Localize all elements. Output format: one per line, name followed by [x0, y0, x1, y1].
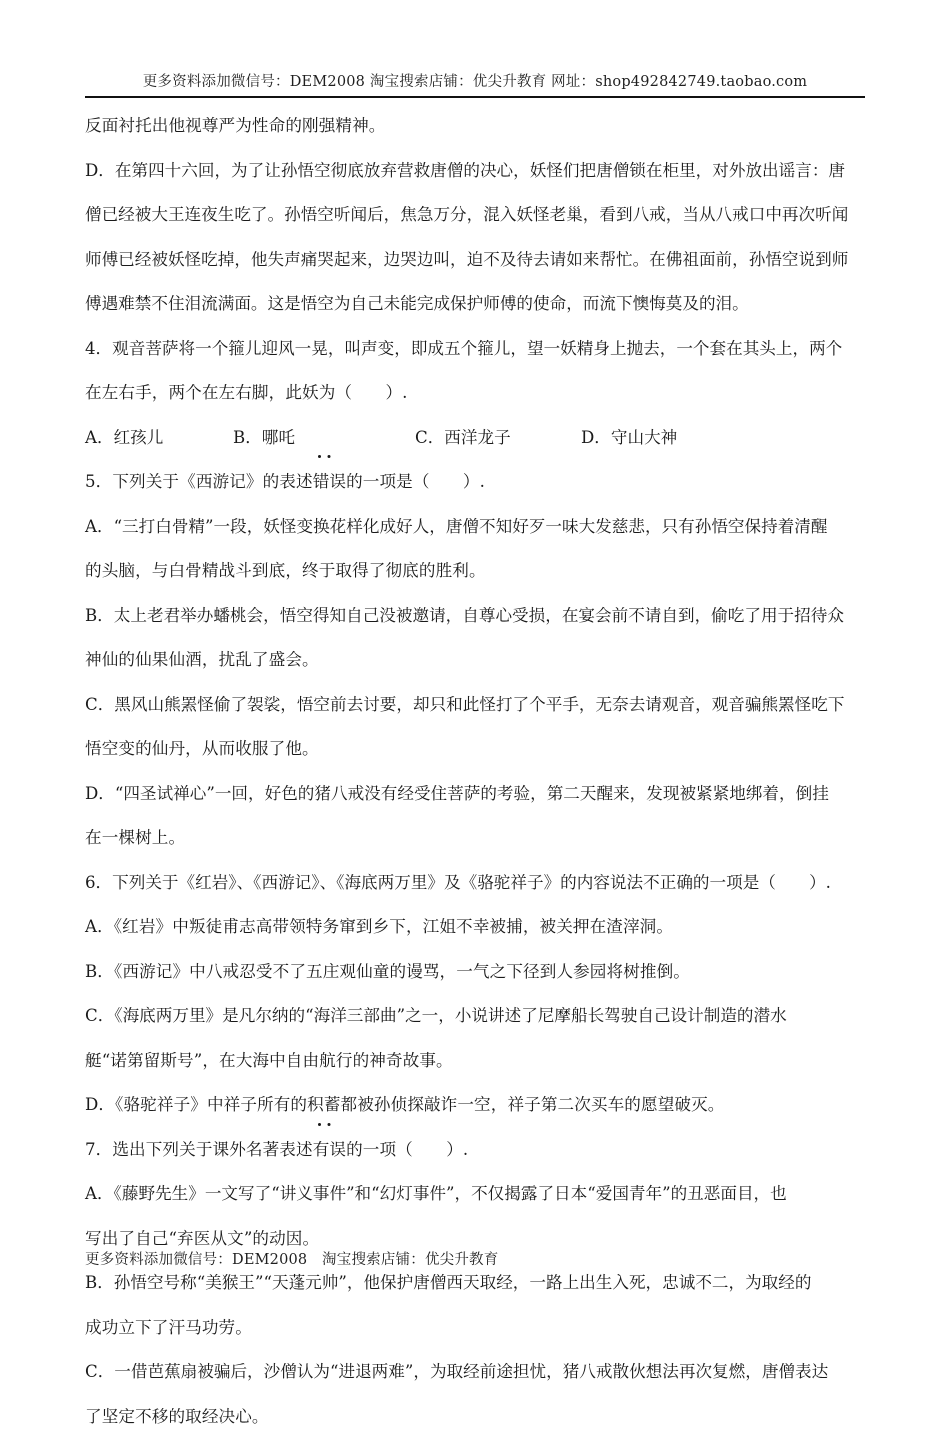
option-a-q4[interactable]: A．红孩儿 — [85, 416, 163, 461]
question-7-stem-suffix: 的一项（ ）. — [346, 1140, 468, 1159]
header-divider — [85, 96, 865, 98]
option-c-q5-cont: 悟空变的仙丹，从而收服了他。 — [85, 727, 875, 772]
option-a-q5-cont: 的头脑，与白骨精战斗到底，终于取得了彻底的胜利。 — [85, 549, 875, 594]
option-b-q7[interactable]: B．孙悟空号称“美猴王”“天蓬元帅”，他保护唐僧西天取经，一路上出生入死，忠诚不二，为取经的 — [85, 1261, 875, 1306]
body-line: 傅遇难禁不住泪流满面。这是悟空为自己未能完成保护师傅的使命，而流下懊悔莫及的泪。 — [85, 282, 875, 327]
question-7-stem-prefix: 7．选出下列关于课外名著表述 — [85, 1140, 313, 1159]
option-c-q4[interactable]: C．西洋龙子 — [415, 416, 511, 461]
question-4-options — [85, 416, 875, 461]
option-c-q7[interactable]: C．一借芭蕉扇被骗后，沙僧认为“进退两难”，为取经前途担忧，猪八戒散伙想法再次复燃，唐僧表达 — [85, 1350, 875, 1395]
question-5-stem-suffix: 的一项是（ ）. — [346, 472, 485, 491]
option-a-q7-cont: 写出了自己“弃医从文”的动因。 — [85, 1217, 875, 1262]
page-footer — [85, 1248, 875, 1269]
option-c-q7-cont: 了坚定不移的取经决心。 — [85, 1395, 875, 1439]
question-4-stem: 4．观音菩萨将一个箍儿迎风一晃，叫声变，即成五个箍儿，望一妖精身上抛去，一个套在其头上，两个 — [85, 327, 875, 372]
option-d-q3-line: D．在第四十六回，为了让孙悟空彻底放弃营救唐僧的决心，妖怪们把唐僧锁在柜里，对外放出谣言：唐 — [85, 149, 875, 194]
question-5-emphasis: 错误 — [313, 460, 346, 505]
body-line: 僧已经被大王连夜生吃了。孙悟空听闻后，焦急万分，混入妖怪老巢，看到八戒，当从八戒口中再次听闻 — [85, 193, 875, 238]
option-a-q5[interactable]: A．“三打白骨精”一段，妖怪变换花样化成好人，唐僧不知好歹一味大发慈悲，只有孙悟空保持着清醒 — [85, 505, 875, 550]
question-4-stem-cont: 在左右手，两个在左右脚，此妖为（ ）. — [85, 371, 875, 416]
option-c-q6[interactable]: C．《海底两万里》是凡尔纳的“海洋三部曲”之一，小说讲述了尼摩船长驾驶自己设计制造的潜水 — [85, 994, 875, 1039]
option-b-q4[interactable]: B．哪吒 — [233, 416, 295, 461]
option-b-q5[interactable]: B．太上老君举办蟠桃会，悟空得知自己没被邀请，自尊心受损，在宴会前不请自到，偷吃了用于招待众 — [85, 594, 875, 639]
option-b-q7-cont: 成功立下了汗马功劳。 — [85, 1306, 875, 1351]
option-c-q5[interactable]: C．黑风山熊罴怪偷了袈裟，悟空前去讨要，却只和此怪打了个平手，无奈去请观音，观音骗熊罴怪吃下 — [85, 683, 875, 728]
header-promo-text: 更多资料添加微信号：DEM2008 淘宝搜索店铺：优尖升教育 网址：shop492842749.taobao.com — [85, 70, 865, 96]
option-d-q5[interactable]: D．“四圣试禅心”一回，好色的猪八戒没有经受住菩萨的考验，第二天醒来，发现被紧紧地绑着，倒挂 — [85, 772, 875, 817]
option-d-q5-cont: 在一棵树上。 — [85, 816, 875, 861]
question-5-stem-prefix: 5．下列关于《西游记》的表述 — [85, 472, 313, 491]
option-d-q4[interactable]: D．守山大神 — [581, 416, 677, 461]
option-b-q5-cont: 神仙的仙果仙酒，扰乱了盛会。 — [85, 638, 875, 683]
body-line: 反面衬托出他视尊严为性命的刚强精神。 — [85, 104, 875, 149]
document-body — [85, 104, 875, 1439]
option-a-q6[interactable]: A．《红岩》中叛徒甫志高带领特务窜到乡下，江姐不幸被捕，被关押在渣滓洞。 — [85, 905, 875, 950]
option-c-q6-cont: 艇“诺第留斯号”，在大海中自由航行的神奇故事。 — [85, 1039, 875, 1084]
question-6-stem: 6．下列关于《红岩》、《西游记》、《海底两万里》及《骆驼祥子》的内容说法不正确的一项是（ ）. — [85, 861, 875, 906]
page-header — [85, 70, 865, 98]
body-line: 师傅已经被妖怪吃掉，他失声痛哭起来，边哭边叫，迫不及待去请如来帮忙。在佛祖面前，孙悟空说到师 — [85, 238, 875, 283]
question-5-stem — [85, 460, 875, 505]
question-7-stem — [85, 1128, 875, 1173]
question-7-emphasis: 有误 — [313, 1128, 346, 1173]
option-d-q6[interactable]: D．《骆驼祥子》中祥子所有的积蓄都被孙侦探敲诈一空，祥子第二次买车的愿望破灭。 — [85, 1083, 875, 1128]
footer-promo-text: 更多资料添加微信号：DEM2008 淘宝搜索店铺：优尖升教育 — [85, 1248, 875, 1269]
option-a-q7[interactable]: A．《藤野先生》一文写了“讲义事件”和“幻灯事件”，不仅揭露了日本“爱国青年”的丑恶面目，也 — [85, 1172, 875, 1217]
option-b-q6[interactable]: B．《西游记》中八戒忍受不了五庄观仙童的谩骂，一气之下径到人参园将树推倒。 — [85, 950, 875, 995]
